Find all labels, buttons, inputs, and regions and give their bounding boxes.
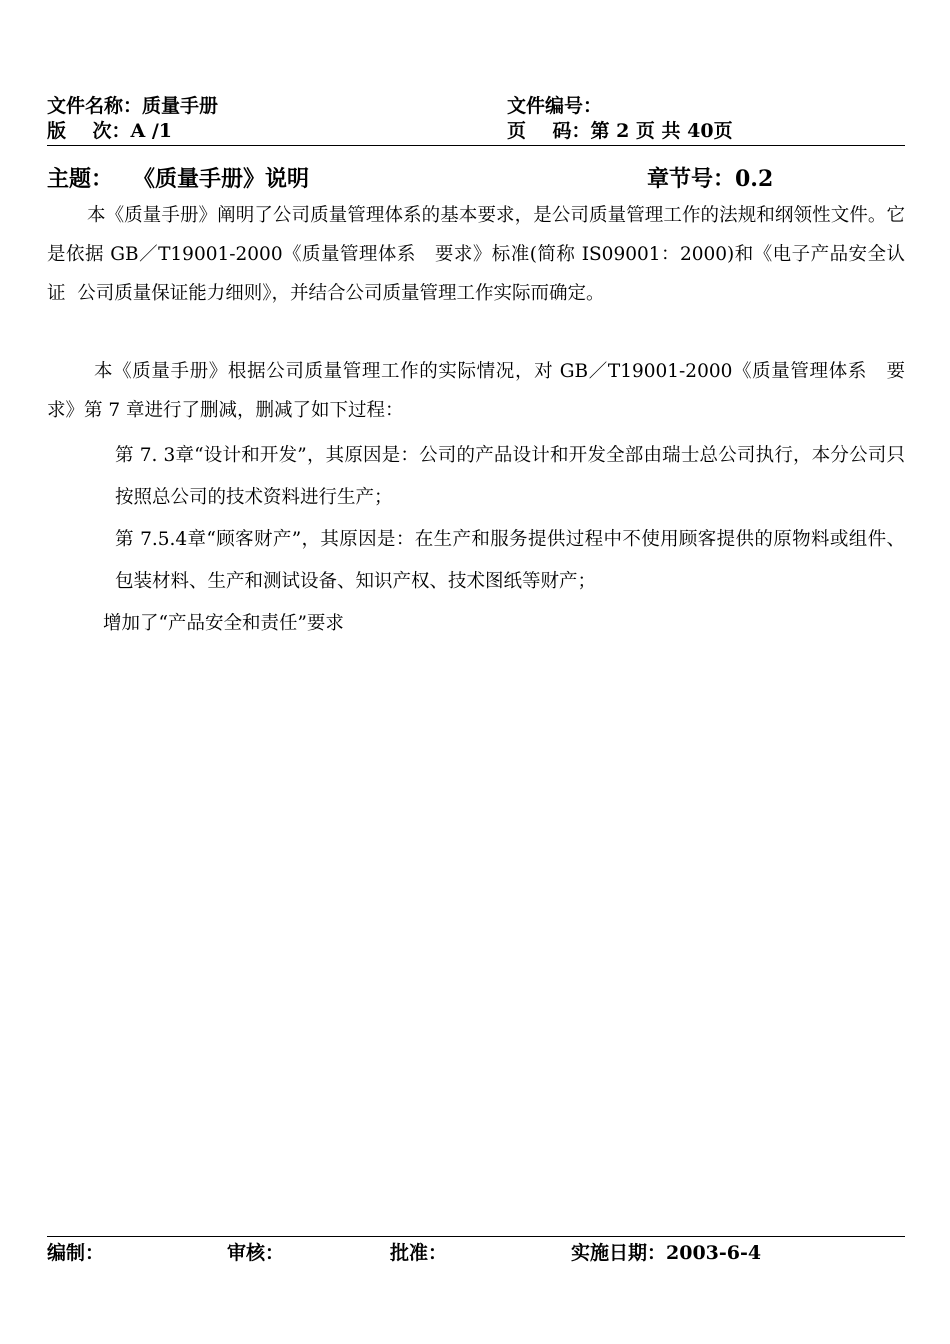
footer-divider [47,1236,905,1237]
page-value: 第 2 页 共 40页 [590,120,733,142]
subject-title: 《质量手册》说明 [133,166,310,192]
version-value: A /1 [130,120,172,142]
exclusion-item-design: 第 7. 3章“设计和开发”，其原因是：公司的产品设计和开发全部由瑞士总公司执行，本分公司只按照总公司的技术资料进行生产； [115,445,905,508]
paragraph-exclusions: 本《质量手册》根据公司质量管理工作的实际情况，对 GB／T19001-2000《质量管理体系 要求》第 7 章进行了删减，删减了如下过程： [47,361,905,421]
file-name-value: 质量手册 [142,95,219,117]
page-number [507,119,733,143]
file-number-label: 文件编号： [507,95,603,117]
document-page [47,0,905,1344]
version [47,119,172,143]
effective-date [571,1240,761,1266]
header-divider [47,145,905,146]
subject-line [47,164,905,194]
subject-label: 主题： [47,166,114,192]
compiled-by-label: 编制： [47,1242,105,1264]
version-label: 版 次： [47,120,131,142]
chapter-number: 章节号：0.2 [647,166,774,192]
reviewed-by-label: 审核： [227,1242,285,1264]
page-label: 页 码： [507,120,591,142]
file-name-label: 文件名称： [47,95,143,117]
exclusion-item-customer-property: 第 7.5.4章“顾客财产”，其原因是：在生产和服务提供过程中不使用顾客提供的原物料或组件、包装材料、生产和测试设备、知识产权、技术图纸等财产； [115,529,905,592]
file-name [47,94,218,118]
effective-date-value: 2003-6-4 [666,1242,762,1264]
approved-by-label: 批准： [390,1242,448,1264]
added-requirement: 增加了“产品安全和责任”要求 [103,613,344,634]
file-number [507,94,602,118]
paragraph-intro: 本《质量手册》阐明了公司质量管理体系的基本要求，是公司质量管理工作的法规和纲领性文件。它是依据 GB／T19001-2000《质量管理体系 要求》标准(简称 IS09001：2000)和《电子产品安全认证 公司质量保证能力细则》，并结合公司质量管理工作实际而确定。 [47,205,905,304]
effective-date-label: 实施日期： [571,1242,667,1264]
